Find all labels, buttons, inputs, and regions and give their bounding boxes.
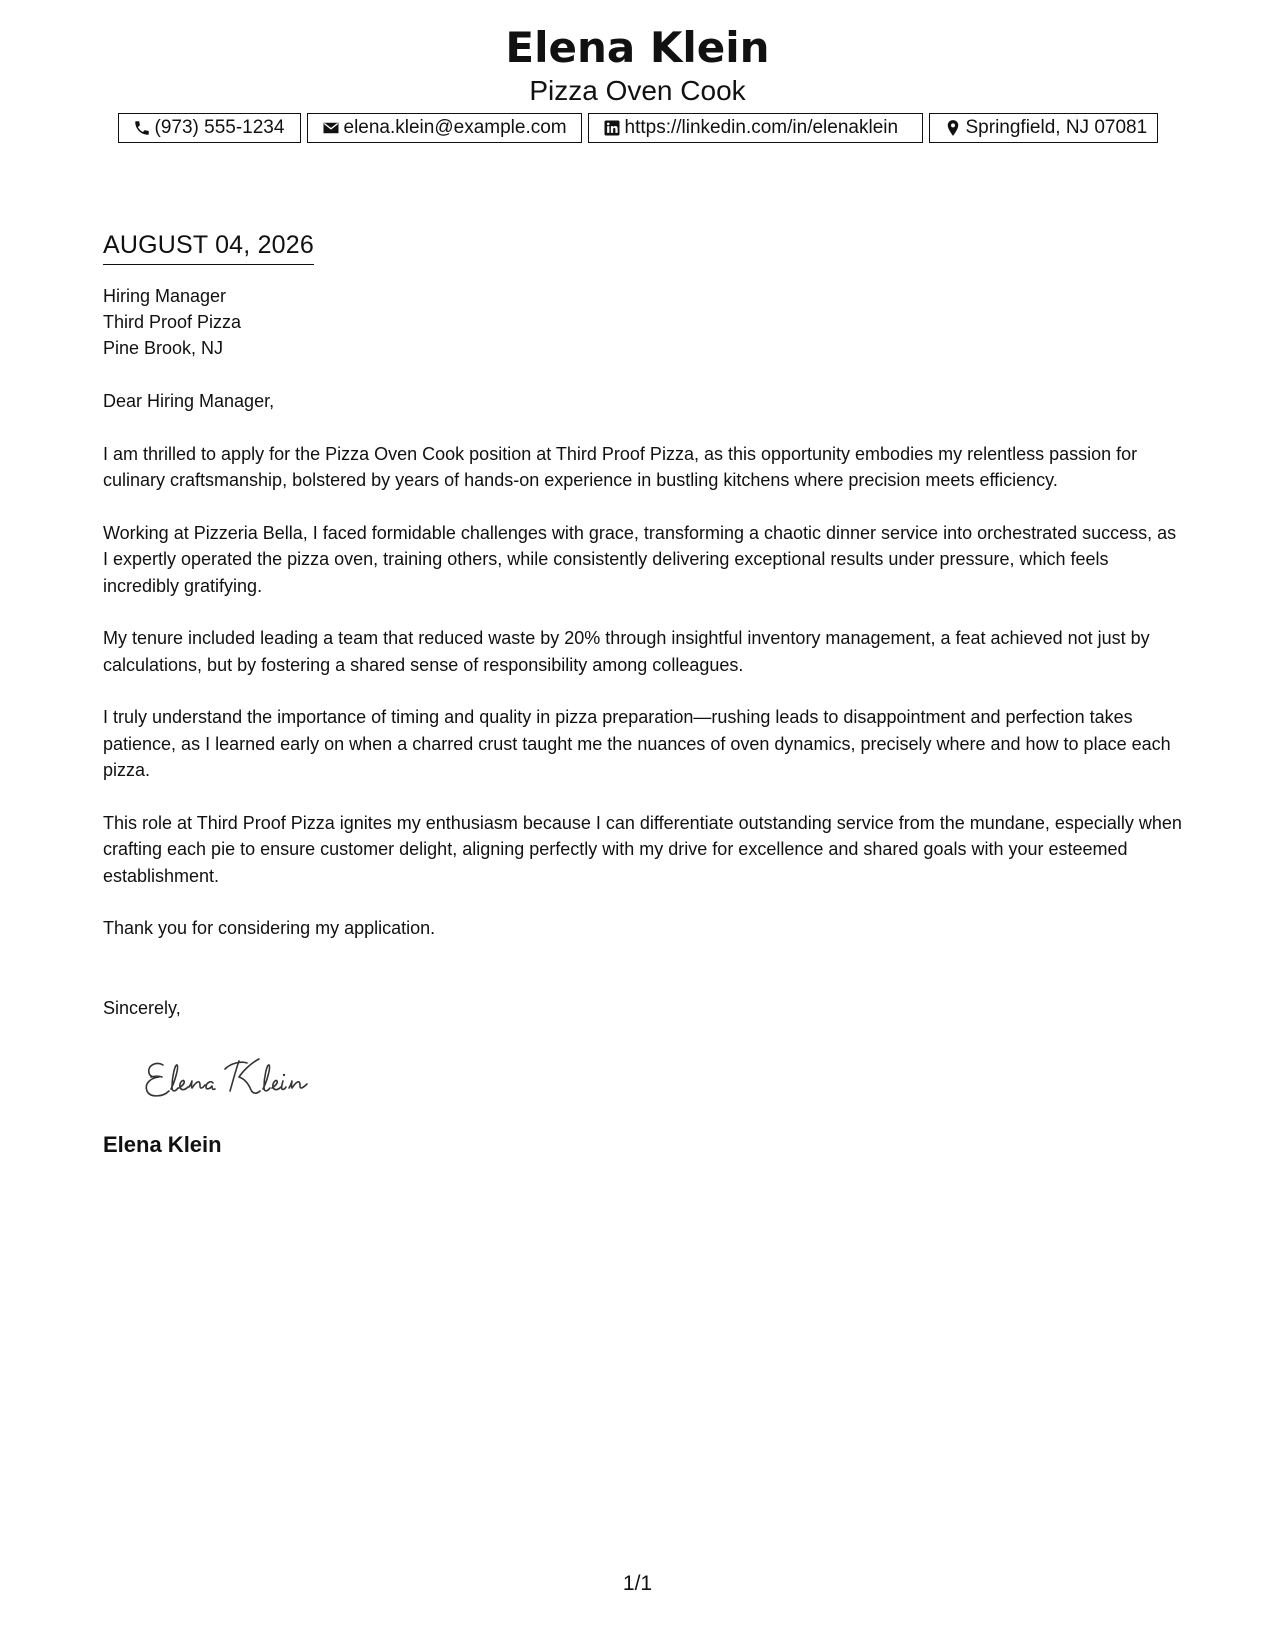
recipient-company: Third Proof Pizza (103, 312, 242, 332)
map-pin-icon (944, 119, 962, 137)
envelope-icon (322, 119, 340, 137)
contact-phone (118, 113, 301, 143)
recipient-title: Hiring Manager (103, 286, 227, 306)
applicant-name: Elena Klein (505, 23, 770, 72)
letter-header (0, 22, 1275, 108)
paragraph-5: This role at Third Proof Pizza ignites my enthusiasm because I can differentiate outstanding service from the mundane, especially when crafting each pie to ensure customer delight, aligning perfectly with my drive for excellence and shared goals with your esteemed establishment. (103, 812, 1182, 886)
paragraph-2: Working at Pizzeria Bella, I faced formidable challenges with grace, transforming a chaotic dinner service into orchestrated success, as I expertly operated the pizza oven, training others, while consistently delivering exceptional results under pressure, which feels incredibly gratifying. (103, 522, 1177, 596)
applicant-role: Pizza Oven Cook (529, 75, 746, 106)
contact-email (307, 113, 582, 143)
handwritten-signature (141, 1051, 1183, 1107)
email-text: elena.klein@example.com (343, 117, 567, 138)
recipient-block (103, 283, 1183, 361)
recipient-location: Pine Brook, NJ (103, 338, 224, 358)
contact-location (929, 113, 1158, 143)
paragraph-6: Thank you for considering my application. (103, 918, 436, 938)
paragraph-1: I am thrilled to apply for the Pizza Oven Cook position at Third Proof Pizza, as this opportunity embodies my relentless passion for culinary craftsmanship, bolstered by years of hands-on experience in bustling kitchens where precision meets efficiency. (103, 443, 1138, 490)
signer-name: Elena Klein (103, 1132, 222, 1157)
paragraph-3: My tenure included leading a team that reduced waste by 20% through insightful inventory management, a feat achieved not just by calculations, but by fostering a shared sense of responsibility among colleagues. (103, 628, 1150, 675)
linkedin-text: https://linkedin.com/in/elenaklein (624, 117, 899, 138)
page-number: 1/1 (622, 1572, 653, 1595)
phone-icon (133, 119, 151, 137)
letter-date: AUGUST 04, 2026 (103, 227, 314, 265)
contact-bar (0, 113, 1275, 143)
phone-text: (973) 555-1234 (154, 117, 285, 138)
paragraph-4: I truly understand the importance of timing and quality in pizza preparation—rushing leads to disappointment and perfection takes patience, as I learned early on when a charred crust taught me the nuances of oven dynamics, precisely where and how to place each pizza. (103, 707, 1171, 780)
letter-body (103, 227, 1183, 1159)
closing: Sincerely, (103, 997, 181, 1018)
contact-linkedin (588, 113, 923, 143)
location-text: Springfield, NJ 07081 (965, 117, 1148, 138)
linkedin-icon (603, 119, 621, 137)
salutation: Dear Hiring Manager, (103, 391, 275, 411)
